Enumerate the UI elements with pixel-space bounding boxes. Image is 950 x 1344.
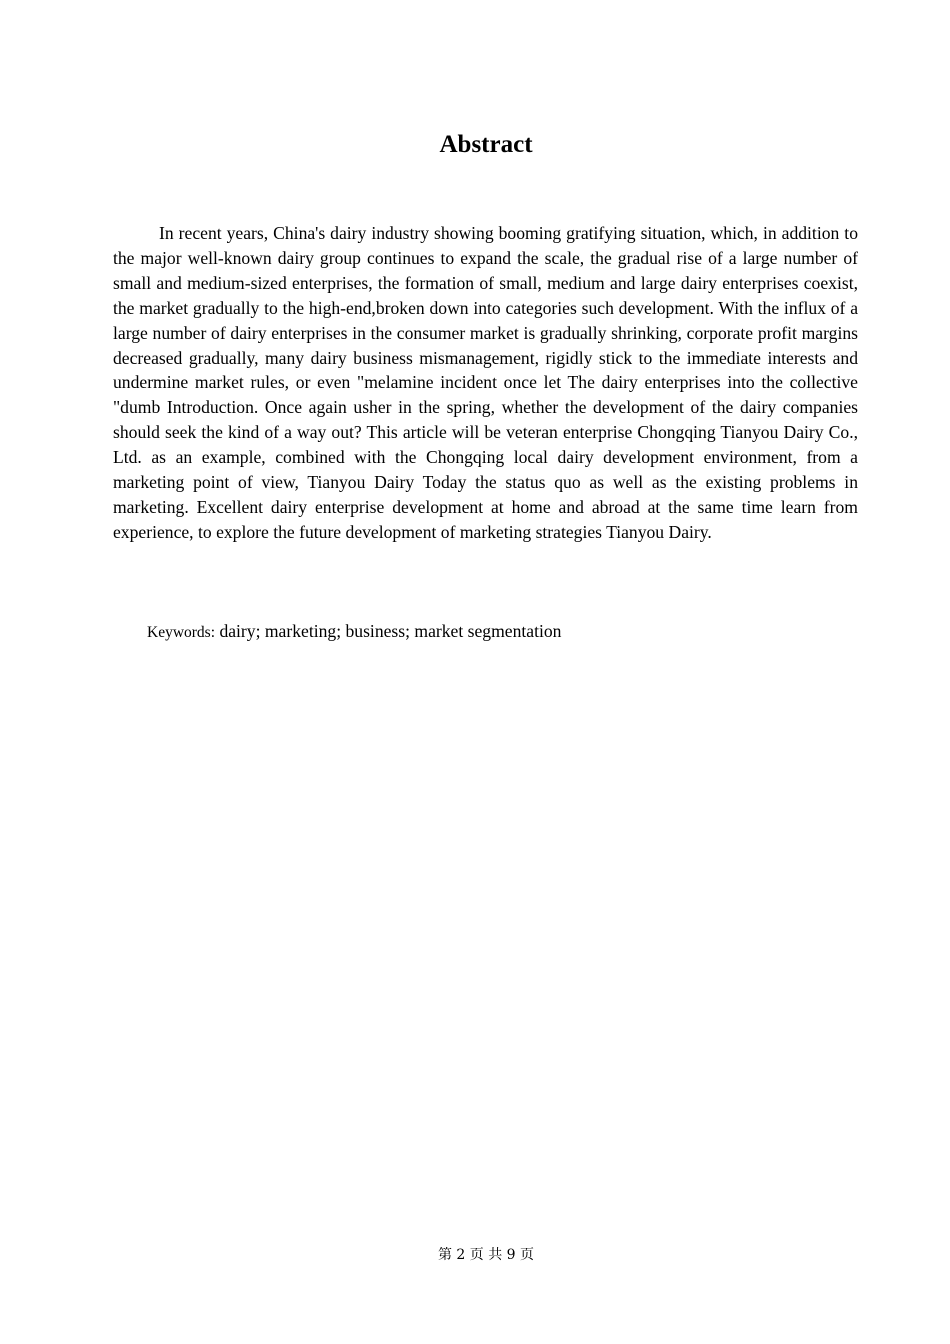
keywords-line — [147, 619, 561, 645]
page-number-footer: 第 2 页 共 9 页 — [437, 1247, 535, 1263]
keywords-label: Keywords: — [147, 624, 216, 641]
abstract-body: In recent years, China's dairy industry showing booming gratifying situation, which, in addition to the major well-known dairy group continues to expand the scale, the gradual rise of a large number of small and medium-sized enterprises, the formation of small, medium and large dairy enterprises coexist, the market gradually to the high-end,broken down into categories such development. With the influx of a large number of dairy enterprises in the consumer market is gradually shrinking, corporate profit margins decreased gradually, many dairy business mismanagement, rigidly stick to the immediate interests and undermine market rules, or even "melamine incident once let The dairy enterprises into the collective "dumb Introduction. Once again usher in the spring, whether the development of the dairy companies should seek the kind of a way out? This article will be veteran enterprise Chongqing Tianyou Dairy Co., Ltd. as an example, combined with the Chongqing local dairy development environment, from a marketing point of view, Tianyou Dairy Today the status quo as well as the existing problems in marketing. Excellent dairy enterprise development at home and abroad at the same time learn from experience, to explore the future development of marketing strategies Tianyou Dairy. — [113, 223, 858, 542]
abstract-title: Abstract — [439, 131, 533, 158]
keywords-list: dairy; marketing; business; market segmentation — [219, 621, 562, 641]
